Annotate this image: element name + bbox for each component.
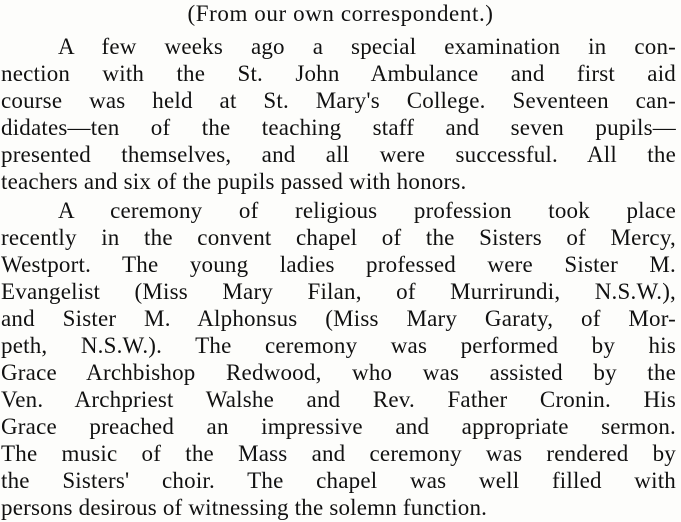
article-line: A ceremony of religious profession took place: [58, 198, 676, 223]
article-line: course was held at St. Mary's College. Seventeen can-: [1, 88, 676, 113]
article-line: peth, N.S.W.). The ceremony was performed by his: [1, 333, 676, 358]
article-line: The music of the Mass and ceremony was rendered by: [1, 441, 676, 466]
article-line: persons desirous of witnessing the solemn function.: [1, 495, 488, 520]
article-line: teachers and six of the pupils passed with honors.: [1, 169, 467, 194]
article-line: Grace Archbishop Redwood, who was assisted by the: [1, 360, 676, 385]
article-line: nection with the St. John Ambulance and first aid: [1, 61, 676, 86]
article-line: Evangelist (Miss Mary Filan, of Murrirundi, N.S.W.),: [1, 279, 676, 304]
byline: (From our own correspondent.): [187, 1, 494, 26]
article-line: presented themselves, and all were successful. All the: [1, 142, 676, 167]
article-line: didates—ten of the teaching staff and seven pupils—: [1, 115, 676, 140]
article-line: Grace preached an impressive and appropriate sermon.: [1, 414, 676, 439]
article-line: Westport. The young ladies professed were Sister M.: [1, 252, 676, 277]
article-line: recently in the convent chapel of the Sisters of Mercy,: [1, 225, 676, 250]
article-line: Ven. Archpriest Walshe and Rev. Father Cronin. His: [1, 387, 676, 412]
article-line: the Sisters' choir. The chapel was well filled with: [1, 468, 676, 493]
article-line: A few weeks ago a special examination in con-: [58, 34, 676, 59]
article-line: and Sister M. Alphonsus (Miss Mary Garaty, of Mor-: [1, 306, 676, 331]
